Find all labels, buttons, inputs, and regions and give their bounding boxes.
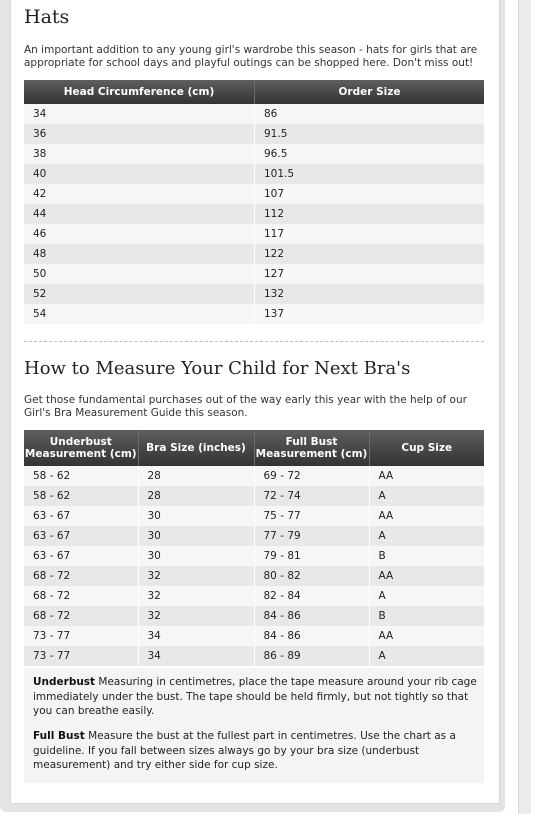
table-cell: 32 [138,606,254,626]
table-row [24,204,484,224]
table-row [24,224,484,244]
underbust-note-label: Underbust [33,676,96,688]
table-cell: 32 [138,586,254,606]
table-cell: 75 - 77 [254,506,369,526]
hats-table-body [24,104,484,324]
bras-col-full-bust: Full Bust Measurement (cm) [254,430,369,466]
table-cell: 32 [138,566,254,586]
underbust-note [33,675,479,719]
table-cell: 28 [138,466,254,486]
table-cell: 80 - 82 [254,566,369,586]
table-row [24,104,484,124]
table-row [24,586,484,606]
table-row [24,626,484,646]
hats-heading: Hats [24,6,70,28]
table-cell: 91.5 [255,124,485,144]
table-cell: 68 - 72 [24,606,138,626]
bras-heading: How to Measure Your Child for Next Bra's [24,358,411,379]
bras-col-cup-size: Cup Size [369,430,484,466]
measurement-notes [24,668,484,783]
full-bust-note [33,729,479,773]
table-cell: A [369,586,484,606]
table-cell: 68 - 72 [24,586,138,606]
full-bust-note-label: Full Bust [33,730,85,742]
table-row [24,164,484,184]
bras-header-row [24,430,484,466]
bra-size-table [24,430,484,666]
table-cell: 117 [255,224,485,244]
table-cell: 34 [24,104,255,124]
table-row [24,646,484,666]
table-row [24,546,484,566]
table-cell: 38 [24,144,255,164]
hats-col-head-circumference: Head Circumference (cm) [24,80,255,104]
table-cell: 107 [255,184,485,204]
table-row [24,526,484,546]
table-cell: 96.5 [255,144,485,164]
table-cell: B [369,606,484,626]
table-row [24,284,484,304]
table-cell: 122 [255,244,485,264]
table-cell: 34 [138,626,254,646]
table-row [24,506,484,526]
table-cell: 54 [24,304,255,324]
full-bust-note-text: Measure the bust at the fullest part in centimetres. Use the chart as a guideline. If you fall between sizes always go by your bra size (underbust measurement) and try either side for cup size. [33,730,456,771]
table-cell: 58 - 62 [24,486,138,506]
table-cell: A [369,526,484,546]
table-row [24,304,484,324]
table-cell: 34 [138,646,254,666]
table-cell: 63 - 67 [24,546,138,566]
table-row [24,606,484,626]
scrollbar-track[interactable] [518,0,531,814]
hats-header-row [24,80,484,104]
table-cell: AA [369,566,484,586]
table-cell: 69 - 72 [254,466,369,486]
table-cell: 28 [138,486,254,506]
table-cell: 86 - 89 [254,646,369,666]
section-divider [24,341,484,342]
table-cell: 132 [255,284,485,304]
table-cell: 72 - 74 [254,486,369,506]
table-row [24,124,484,144]
bras-intro: Get those fundamental purchases out of the way early this year with the help of our Girl's Bra Measurement Guide this season. [24,394,467,419]
table-cell: 68 - 72 [24,566,138,586]
content-panel [10,0,500,804]
table-row [24,244,484,264]
table-cell: B [369,546,484,566]
table-cell: 101.5 [255,164,485,184]
table-cell: 112 [255,204,485,224]
table-cell: AA [369,506,484,526]
table-cell: AA [369,466,484,486]
table-cell: 84 - 86 [254,626,369,646]
bras-col-bra-size: Bra Size (inches) [138,430,254,466]
table-cell: 30 [138,546,254,566]
table-row [24,466,484,486]
table-cell: 79 - 81 [254,546,369,566]
table-cell: 63 - 67 [24,526,138,546]
table-cell: 36 [24,124,255,144]
table-row [24,184,484,204]
table-cell: 82 - 84 [254,586,369,606]
table-row [24,264,484,284]
table-cell: 63 - 67 [24,506,138,526]
bras-col-underbust: Underbust Measurement (cm) [24,430,138,466]
table-cell: A [369,486,484,506]
table-cell: A [369,646,484,666]
table-cell: 44 [24,204,255,224]
table-cell: 30 [138,506,254,526]
table-cell: 48 [24,244,255,264]
hats-size-table [24,80,484,324]
bras-table-body [24,466,484,666]
underbust-note-text: Measuring in centimetres, place the tape measure around your rib cage immediately under the bust. The tape should be held firmly, but not tightly so that you can breathe easily. [33,676,477,717]
table-cell: 137 [255,304,485,324]
table-cell: 46 [24,224,255,244]
table-cell: 50 [24,264,255,284]
table-cell: 127 [255,264,485,284]
table-cell: 84 - 86 [254,606,369,626]
hats-col-order-size: Order Size [255,80,485,104]
table-row [24,486,484,506]
table-cell: 73 - 77 [24,646,138,666]
table-cell: 30 [138,526,254,546]
table-row [24,566,484,586]
table-cell: 40 [24,164,255,184]
table-cell: 73 - 77 [24,626,138,646]
table-row [24,144,484,164]
table-cell: 58 - 62 [24,466,138,486]
table-cell: 77 - 79 [254,526,369,546]
hats-intro: An important addition to any young girl's wardrobe this season - hats for girls that are appropriate for school days and playful outings can be shopped here. Don't miss out! [24,44,478,69]
table-cell: 42 [24,184,255,204]
table-cell: 86 [255,104,485,124]
table-cell: 52 [24,284,255,304]
table-cell: AA [369,626,484,646]
